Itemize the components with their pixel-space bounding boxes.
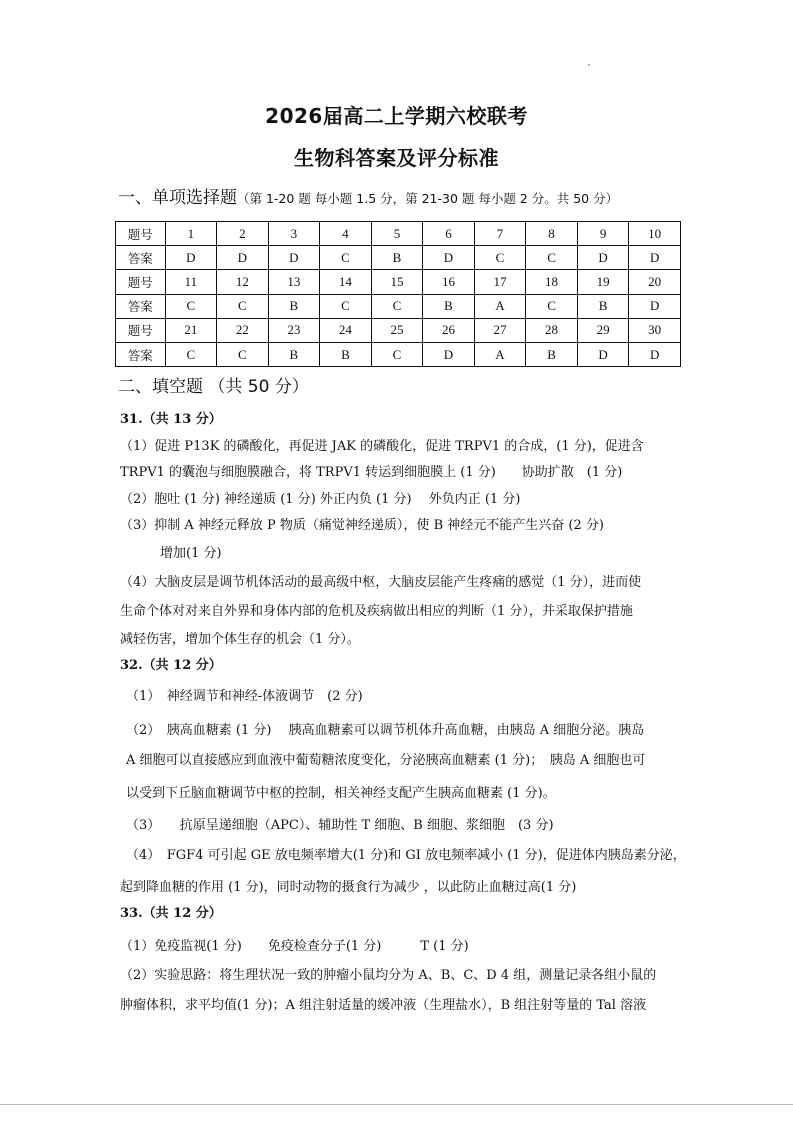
answer-table-row: [116, 222, 681, 246]
q31-line: TRPV1 的囊泡与细胞膜融合，将 TRPV1 转运到细胞膜上 (1 分) 协助扩散 (1 分): [120, 465, 623, 480]
row-label: 题号: [116, 318, 166, 342]
answer-cell: C: [474, 246, 526, 270]
section-note: （第 1-20 题 每小题 1.5 分，第 21-30 题 每小题 2 分。共 50 分）: [237, 191, 619, 206]
answer-cell: C: [371, 342, 423, 366]
answer-cell: 14: [320, 270, 372, 294]
answer-table-row: [116, 270, 681, 294]
answer-cell: B: [268, 294, 320, 318]
answer-cell: D: [629, 246, 681, 270]
row-label: 答案: [116, 294, 166, 318]
q31-line: 生命个体对对来自外界和身体内部的危机及疾病做出相应的判断（1 分），并采取保护措施: [120, 604, 633, 619]
page-bottom-rule: [0, 1104, 793, 1105]
q31-line: （1）促进 P13K 的磷酸化，再促进 JAK 的磷酸化，促进 TRPV1 的合成，(1 分)，促进含: [120, 439, 644, 454]
q32-line: （4） FGF4 可引起 GE 放电频率增大(1 分)和 GI 放电频率减小 (1 分)，促进体内胰岛素分泌，: [126, 848, 686, 863]
section-heading-choice: [118, 183, 618, 208]
q31-line: （3）抑制 A 神经元释放 P 物质（痛觉神经递质），使 B 神经元不能产生兴奋 (2 分): [120, 518, 604, 533]
answer-cell: D: [577, 246, 629, 270]
answer-cell: D: [629, 294, 681, 318]
answer-cell: 12: [217, 270, 269, 294]
answer-cell: 24: [320, 318, 372, 342]
page-subtitle: 生物科答案及评分标准: [294, 146, 499, 170]
answer-cell: 8: [526, 222, 578, 246]
answer-cell: 23: [268, 318, 320, 342]
q32-line: （2） 胰高血糖素 (1 分) 胰高血糖素可以调节机体升高血糖，由胰岛 A 细胞分泌。胰岛: [126, 723, 645, 738]
q32-line: （3） 抗原呈递细胞（APC）、辅助性 T 细胞、B 细胞、浆细胞 (3 分): [126, 818, 554, 833]
question-32-title: 32.（共 12 分）: [120, 658, 222, 673]
row-label: 答案: [116, 246, 166, 270]
answer-cell: B: [423, 294, 475, 318]
answer-cell: 4: [320, 222, 372, 246]
answer-cell: C: [165, 342, 217, 366]
answer-cell: 6: [423, 222, 475, 246]
answer-cell: C: [217, 342, 269, 366]
answer-table-row: [116, 342, 681, 366]
answer-table-row: [116, 246, 681, 270]
q33-line: （2）实验思路：将生理状况一致的肿瘤小鼠均分为 A、B、C、D 4 组，测量记录各组小鼠的: [120, 968, 657, 983]
answer-cell: C: [371, 294, 423, 318]
answer-cell: B: [320, 342, 372, 366]
question-31-title: 31.（共 13 分）: [120, 412, 222, 427]
answer-cell: D: [165, 246, 217, 270]
answer-cell: 1: [165, 222, 217, 246]
answer-cell: D: [629, 342, 681, 366]
q32-line: 起到降血糖的作用 (1 分)，同时动物的摄食行为减少 ，以此防止血糖过高(1 分): [120, 880, 577, 895]
answer-cell: C: [217, 294, 269, 318]
answer-table-row: [116, 294, 681, 318]
question-33-title: 33.（共 12 分）: [120, 906, 222, 921]
answer-cell: D: [268, 246, 320, 270]
q31-line: （4）大脑皮层是调节机体活动的最高级中枢，大脑皮层能产生疼痛的感觉（1 分），进而使: [120, 575, 642, 590]
answer-cell: B: [268, 342, 320, 366]
answer-cell: D: [423, 246, 475, 270]
q33-line: 肿瘤体积，求平均值(1 分)；A 组注射适量的缓冲液（生理盐水），B 组注射等量的 Tal 溶液: [120, 998, 647, 1013]
answer-cell: A: [474, 294, 526, 318]
answer-table-row: [116, 318, 681, 342]
answer-cell: 18: [526, 270, 578, 294]
q31-line: （2）胞吐 (1 分) 神经递质 (1 分) 外正内负 (1 分) 外负内正 (1 分): [120, 492, 521, 507]
answer-cell: 26: [423, 318, 475, 342]
answer-cell: B: [371, 246, 423, 270]
answer-cell: 10: [629, 222, 681, 246]
answer-cell: 13: [268, 270, 320, 294]
answer-cell: C: [526, 246, 578, 270]
answer-cell: 20: [629, 270, 681, 294]
q32-line: （1） 神经调节和神经-体液调节 (2 分): [126, 689, 363, 704]
answer-cell: 5: [371, 222, 423, 246]
section-heading-fill: 二、填空题 （共 50 分）: [118, 377, 309, 397]
answer-cell: 28: [526, 318, 578, 342]
page-title: 2026届高二上学期六校联考: [265, 104, 528, 128]
row-label: 题号: [116, 222, 166, 246]
answer-cell: 25: [371, 318, 423, 342]
answer-cell: 21: [165, 318, 217, 342]
answer-cell: 2: [217, 222, 269, 246]
answer-cell: C: [320, 246, 372, 270]
answer-cell: 9: [577, 222, 629, 246]
section-title: 一、单项选择题: [118, 188, 237, 208]
row-label: 题号: [116, 270, 166, 294]
answer-cell: 22: [217, 318, 269, 342]
answer-cell: B: [577, 294, 629, 318]
answer-cell: 29: [577, 318, 629, 342]
answer-cell: D: [217, 246, 269, 270]
answer-cell: A: [474, 342, 526, 366]
answer-cell: 7: [474, 222, 526, 246]
answer-cell: 27: [474, 318, 526, 342]
answer-cell: D: [577, 342, 629, 366]
answer-cell: 15: [371, 270, 423, 294]
answer-cell: 30: [629, 318, 681, 342]
q31-line: 增加(1 分): [160, 546, 222, 561]
answer-cell: C: [320, 294, 372, 318]
answer-cell: 17: [474, 270, 526, 294]
answer-table: [115, 221, 681, 367]
answer-cell: C: [165, 294, 217, 318]
q32-line: A 细胞可以直接感应到血液中葡萄糖浓度变化，分泌胰高血糖素 (1 分)； 胰岛 A 细胞也可: [126, 753, 646, 768]
q31-line: 减轻伤害，增加个体生存的机会（1 分）。: [120, 632, 360, 647]
answer-cell: D: [423, 342, 475, 366]
answer-cell: 3: [268, 222, 320, 246]
q32-line: 以受到下丘脑血糖调节中枢的控制，相关神经支配产生胰高血糖素 (1 分)。: [126, 786, 556, 801]
answer-cell: 16: [423, 270, 475, 294]
answer-cell: 11: [165, 270, 217, 294]
answer-cell: 19: [577, 270, 629, 294]
q33-line: （1）免疫监视(1 分) 免疫检查分子(1 分) T (1 分): [120, 939, 469, 954]
answer-cell: C: [526, 294, 578, 318]
scan-speck: [588, 64, 590, 66]
answer-cell: B: [526, 342, 578, 366]
row-label: 答案: [116, 342, 166, 366]
